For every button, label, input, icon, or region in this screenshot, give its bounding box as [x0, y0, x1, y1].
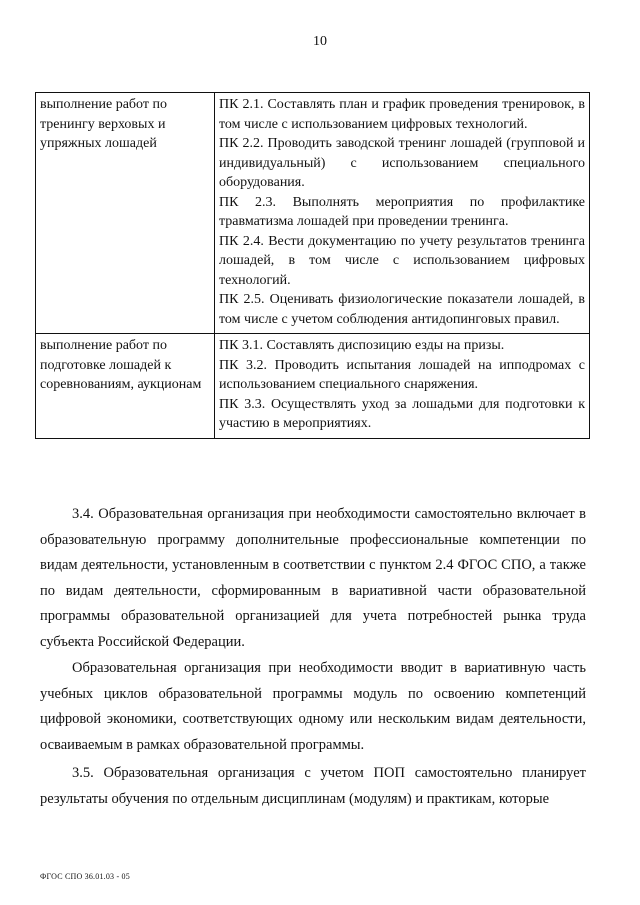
table-row	[36, 334, 590, 439]
paragraph-text: 3.5. Образовательная организация с учетом ПОП самостоятельно планирует результаты обучения по отдельным дисциплинам (модулям) и практикам, которые	[40, 765, 586, 807]
competency-item: ПК 2.2. Проводить заводской тренинг лошадей (групповой и индивидуальный) с использованием специального оборудования.	[219, 136, 585, 190]
paragraph-text: Образовательная организация при необходимости вводит в вариативную часть учебных циклов образовательной программы модуль по освоению компетенций цифровой экономики, соответствующих одному или нескольким видам деятельности, осваиваемым в рамках образовательной программы.	[40, 660, 586, 753]
competency-item: ПК 2.1. Составлять план и график проведения тренировок, в том числе с использованием цифровых технологий.	[219, 97, 585, 132]
activity-cell: выполнение работ по тренингу верховых и упряжных лошадей	[36, 93, 215, 334]
competency-item: ПК 3.3. Осуществлять уход за лошадьми для подготовки к участию в мероприятиях.	[219, 396, 585, 431]
competency-table	[35, 92, 590, 439]
paragraph-text: 3.4. Образовательная организация при необходимости самостоятельно включает в образовательную программу дополнительные профессиональные компетенции по видам деятельности, установленным в соответствии с пунктом 2.4 ФГОС СПО, а также по видам деятельности, сформированным в вариативной части образовательной программы образовательной организацией для учета потребностей рынка труда субъекта Российской Федерации.	[40, 506, 586, 650]
footer-code: ФГОС СПО 36.01.03 - 05	[40, 872, 130, 881]
activity-cell: выполнение работ по подготовке лошадей к соревнованиям, аукционам	[36, 334, 215, 439]
competencies-cell	[215, 93, 590, 334]
competencies-cell	[215, 334, 590, 439]
competency-item: ПК 2.5. Оценивать физиологические показатели лошадей, в том числе с учетом соблюдения антидопинговых правил.	[219, 292, 585, 327]
competency-item: ПК 2.4. Вести документацию по учету результатов тренинга лошадей, в том числе с использованием цифровых технологий.	[219, 233, 585, 288]
table-row	[36, 93, 590, 334]
page-number: 10	[313, 34, 327, 49]
paragraph-3-5	[40, 761, 586, 812]
paragraph-3-4	[40, 502, 586, 655]
competency-item: ПК 3.2. Проводить испытания лошадей на ипподромах с использованием специального снаряжения.	[219, 357, 585, 392]
paragraph-digital-economy	[40, 656, 586, 758]
competency-item: ПК 3.1. Составлять диспозицию езды на призы.	[219, 338, 505, 353]
competency-item: ПК 2.3. Выполнять мероприятия по профилактике травматизма лошадей при проведении тренинга.	[219, 194, 585, 229]
